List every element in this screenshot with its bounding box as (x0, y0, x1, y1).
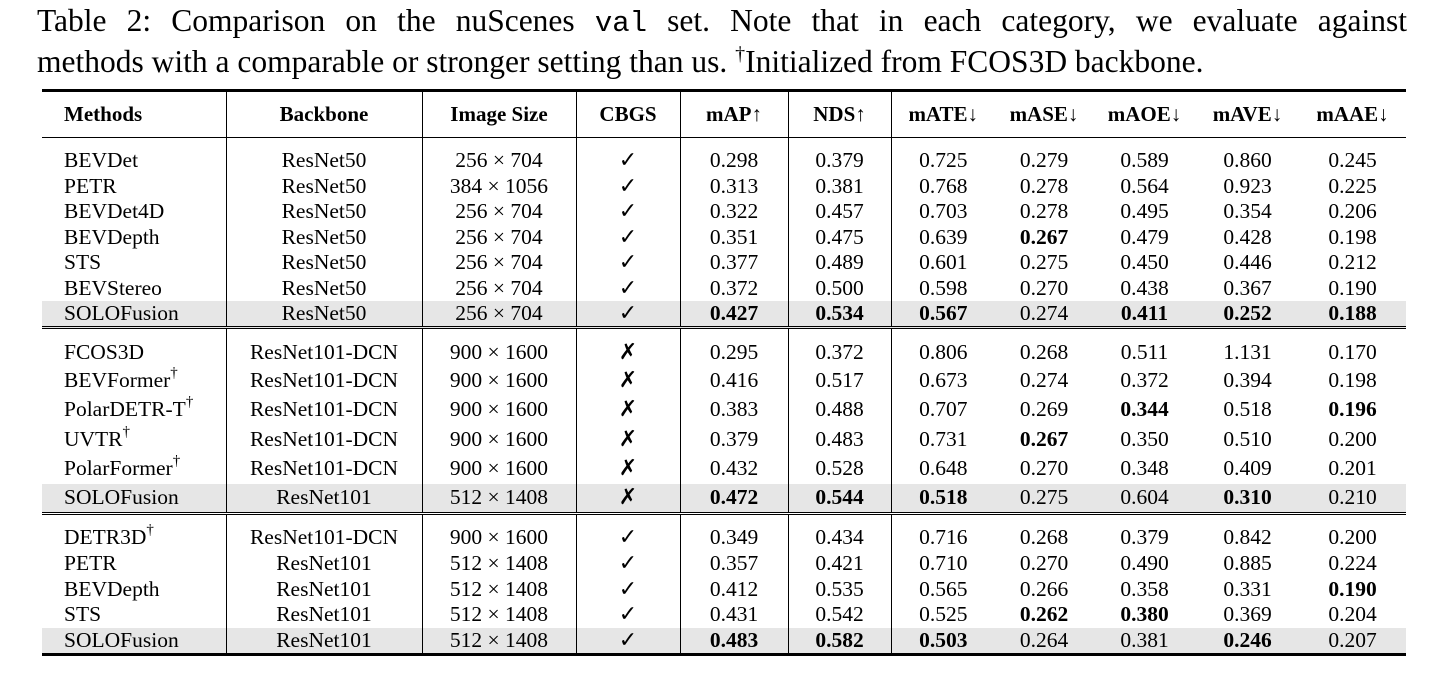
cell-method: SOLOFusion (42, 301, 226, 328)
cell-cbgs: ✓ (576, 628, 680, 655)
cell-maoe: 0.511 (1120, 339, 1169, 364)
cell-maoe: 0.411 (1093, 301, 1196, 328)
cell-mase: 0.266 (1019, 576, 1069, 601)
cell-cbgs: ✓ (576, 602, 680, 628)
caption-line-1 (37, 2, 1407, 43)
caption-text: Table 2: Comparison on the nuScenes (37, 3, 595, 38)
cell-cbgs: ✓ (576, 301, 680, 328)
cell-mase: 0.268 (1019, 525, 1069, 550)
cell-map: 0.372 (680, 276, 788, 302)
cell-maae: 0.196 (1328, 397, 1377, 422)
cell-maoe: 0.490 (1120, 551, 1169, 576)
cell-cbgs: ✓ (576, 577, 680, 603)
cell-cbgs: ✓ (576, 174, 680, 200)
col-header-map: mAP↑ (680, 91, 788, 138)
cell-nds: 0.542 (788, 602, 891, 628)
cell-method: BEVDet (42, 138, 226, 174)
cell-mase: 0.262 (1019, 602, 1069, 627)
group-resnet101-cbgs (42, 513, 1406, 654)
cell-maoe: 0.564 (1120, 173, 1169, 198)
cell-image-size: 256 × 704 (422, 250, 576, 276)
cell-mate: 0.648 (919, 456, 968, 481)
method-name: STS (64, 602, 102, 627)
cell-cbgs: ✗ (576, 395, 680, 425)
cell-method (42, 513, 226, 551)
caption-code-val: val (594, 7, 648, 40)
cell-maae: 0.206 (1328, 199, 1377, 224)
cell-mate: 0.503 (891, 628, 995, 655)
table-row (42, 577, 1406, 603)
table-row-highlighted (42, 628, 1406, 655)
table-row (42, 225, 1406, 251)
cell-backbone: ResNet101 (226, 628, 422, 655)
cell-maae: 0.224 (1328, 551, 1377, 576)
cell-map: 0.313 (680, 174, 788, 200)
cell-maae: 0.245 (1328, 148, 1377, 173)
cell-mave: 0.446 (1223, 250, 1272, 275)
cell-map: 0.379 (680, 425, 788, 455)
cell-mave: 0.246 (1196, 628, 1299, 655)
cell-backbone: ResNet50 (226, 138, 422, 174)
cell-image-size: 512 × 1408 (422, 602, 576, 628)
cell-cbgs: ✗ (576, 425, 680, 455)
cell-maoe: 0.438 (1120, 275, 1169, 300)
cell-cbgs: ✓ (576, 276, 680, 302)
cell-nds: 0.500 (788, 276, 891, 302)
method-name: DETR3D (64, 525, 147, 550)
cell-mase: 0.274 (995, 301, 1093, 328)
cell-map: 0.298 (680, 138, 788, 174)
cell-mase: 0.275 (1019, 250, 1069, 275)
cell-mate: 0.518 (891, 484, 995, 514)
method-name: UVTR (64, 426, 123, 451)
cell-map: 0.483 (680, 628, 788, 655)
table-row (42, 276, 1406, 302)
cell-maoe: 0.348 (1120, 456, 1169, 481)
cell-method: BEVStereo (42, 276, 226, 302)
cell-mave: 0.428 (1223, 224, 1272, 249)
cell-backbone: ResNet50 (226, 301, 422, 328)
cell-mave: 0.518 (1223, 397, 1272, 422)
header-row (42, 91, 1406, 138)
cell-image-size: 900 × 1600 (422, 454, 576, 484)
cell-mate: 0.725 (919, 148, 968, 173)
table-row (42, 328, 1406, 366)
cell-mase: 0.268 (1019, 339, 1069, 364)
cell-map: 0.412 (680, 577, 788, 603)
dagger-mark: † (185, 394, 194, 411)
cell-map: 0.383 (680, 395, 788, 425)
cell-method (42, 602, 226, 628)
cell-map: 0.322 (680, 199, 788, 225)
cell-maae: 0.200 (1328, 525, 1377, 550)
cell-mave: 0.331 (1223, 576, 1272, 601)
dagger-mark: † (122, 423, 131, 440)
cell-mate: 0.673 (919, 367, 968, 392)
cell-mate: 0.716 (919, 525, 968, 550)
cell-image-size: 256 × 704 (422, 276, 576, 302)
cell-mave: 0.923 (1223, 173, 1272, 198)
cell-mase: 0.270 (1019, 456, 1069, 481)
cell-nds: 0.528 (788, 454, 891, 484)
method-name: PETR (64, 551, 117, 576)
cell-method (42, 366, 226, 396)
cell-image-size: 512 × 1408 (422, 551, 576, 577)
cell-mase: 0.270 (1019, 275, 1069, 300)
cell-backbone: ResNet101-DCN (226, 328, 422, 366)
cell-map: 0.349 (680, 513, 788, 551)
col-header-backbone: Backbone (226, 91, 422, 138)
cell-mase: 0.267 (1019, 426, 1069, 451)
cell-maoe: 0.358 (1120, 576, 1169, 601)
cell-mate: 0.565 (919, 576, 968, 601)
cell-maoe: 0.381 (1093, 628, 1196, 655)
cell-mate: 0.639 (919, 224, 968, 249)
table-row (42, 551, 1406, 577)
method-name: BEVDepth (64, 576, 160, 601)
cell-image-size: 512 × 1408 (422, 577, 576, 603)
cell-cbgs: ✓ (576, 199, 680, 225)
cell-backbone: ResNet101 (226, 551, 422, 577)
cell-nds: 0.483 (788, 425, 891, 455)
cell-mave: 0.860 (1223, 148, 1272, 173)
cell-mave: 0.252 (1196, 301, 1299, 328)
table-row-highlighted (42, 301, 1406, 328)
cell-nds: 0.475 (788, 225, 891, 251)
cell-image-size: 900 × 1600 (422, 513, 576, 551)
cell-nds: 0.582 (788, 628, 891, 655)
cell-mate: 0.710 (919, 551, 968, 576)
cell-nds: 0.488 (788, 395, 891, 425)
cell-backbone: ResNet101-DCN (226, 366, 422, 396)
cell-mave: 0.842 (1223, 525, 1272, 550)
cell-cbgs: ✓ (576, 225, 680, 251)
cell-maoe: 0.495 (1120, 199, 1169, 224)
cell-mase: 0.278 (1019, 199, 1069, 224)
cell-map: 0.431 (680, 602, 788, 628)
col-header-mate: mATE↓ (891, 91, 995, 138)
group-resnet50 (42, 138, 1406, 328)
cell-backbone: ResNet101 (226, 577, 422, 603)
cell-mase: 0.264 (995, 628, 1093, 655)
cell-maoe: 0.604 (1093, 484, 1196, 514)
cell-mase: 0.267 (1019, 224, 1069, 249)
table-row (42, 174, 1406, 200)
cell-nds: 0.372 (788, 328, 891, 366)
cell-backbone: ResNet50 (226, 225, 422, 251)
cell-method (42, 328, 226, 366)
col-header-cbgs: CBGS (576, 91, 680, 138)
cell-method: STS (42, 250, 226, 276)
cell-map: 0.416 (680, 366, 788, 396)
method-name: SOLOFusion (64, 485, 179, 509)
cell-maae: 0.198 (1328, 367, 1377, 392)
col-header-image-size: Image Size (422, 91, 576, 138)
cell-mave: 0.394 (1223, 367, 1272, 392)
dagger-mark: † (735, 43, 746, 65)
cell-nds: 0.534 (788, 301, 891, 328)
cell-maoe: 0.479 (1120, 224, 1169, 249)
cell-mase: 0.279 (1019, 148, 1069, 173)
cell-map: 0.432 (680, 454, 788, 484)
cell-cbgs: ✗ (576, 484, 680, 514)
cell-maoe: 0.450 (1120, 250, 1169, 275)
cell-mate: 0.703 (919, 199, 968, 224)
caption-text: methods with a comparable or stronger setting than us. (37, 44, 736, 79)
cell-image-size: 384 × 1056 (422, 174, 576, 200)
cell-maoe: 0.372 (1120, 367, 1169, 392)
table-row (42, 425, 1406, 455)
cell-mave: 0.354 (1223, 199, 1272, 224)
cell-map: 0.357 (680, 551, 788, 577)
col-header-mave: mAVE↓ (1196, 91, 1299, 138)
col-header-nds: NDS↑ (788, 91, 891, 138)
cell-nds: 0.434 (788, 513, 891, 551)
cell-mate: 0.768 (919, 173, 968, 198)
cell-mate: 0.707 (919, 397, 968, 422)
table-caption (37, 2, 1407, 81)
table-row (42, 138, 1406, 174)
cell-maae: 0.190 (1328, 576, 1377, 601)
col-header-maae: mAAE↓ (1299, 91, 1406, 138)
table-row (42, 602, 1406, 628)
cell-maae: 0.204 (1328, 602, 1377, 627)
cell-maae: 0.212 (1328, 250, 1377, 275)
cell-map: 0.427 (680, 301, 788, 328)
cell-image-size: 256 × 704 (422, 301, 576, 328)
table-row (42, 250, 1406, 276)
cell-mase: 0.270 (1019, 551, 1069, 576)
cell-maae: 0.207 (1299, 628, 1406, 655)
cell-mase: 0.278 (1019, 173, 1069, 198)
cell-map: 0.295 (680, 328, 788, 366)
cell-nds: 0.457 (788, 199, 891, 225)
cell-method (42, 484, 226, 514)
cell-maae: 0.201 (1328, 456, 1377, 481)
cell-nds: 0.544 (788, 484, 891, 514)
table-row (42, 199, 1406, 225)
cell-method (42, 425, 226, 455)
table-row-highlighted (42, 484, 1406, 514)
cell-maoe: 0.380 (1120, 602, 1169, 627)
cell-cbgs: ✓ (576, 138, 680, 174)
caption-text: Initialized from FCOS3D backbone. (745, 44, 1204, 79)
cell-cbgs: ✓ (576, 250, 680, 276)
cell-cbgs: ✓ (576, 551, 680, 577)
cell-backbone: ResNet50 (226, 199, 422, 225)
cell-nds: 0.379 (788, 138, 891, 174)
cell-method (42, 395, 226, 425)
cell-backbone: ResNet101 (226, 602, 422, 628)
cell-image-size: 256 × 704 (422, 199, 576, 225)
cell-map: 0.351 (680, 225, 788, 251)
cell-image-size: 256 × 704 (422, 138, 576, 174)
cell-maae: 0.200 (1328, 426, 1377, 451)
cell-image-size: 900 × 1600 (422, 366, 576, 396)
cell-mate: 0.567 (891, 301, 995, 328)
col-header-maoe: mAOE↓ (1093, 91, 1196, 138)
cell-mave: 0.367 (1223, 275, 1272, 300)
cell-maae: 0.190 (1328, 275, 1377, 300)
cell-mave: 0.369 (1223, 602, 1272, 627)
cell-maoe: 0.344 (1120, 397, 1169, 422)
method-name: FCOS3D (64, 339, 145, 364)
cell-image-size: 900 × 1600 (422, 425, 576, 455)
cell-maae: 0.170 (1328, 339, 1377, 364)
col-header-methods: Methods (42, 91, 226, 138)
cell-image-size: 512 × 1408 (422, 484, 576, 514)
cell-method: PETR (42, 174, 226, 200)
cell-cbgs: ✗ (576, 454, 680, 484)
cell-mate: 0.601 (919, 250, 968, 275)
cell-image-size: 900 × 1600 (422, 328, 576, 366)
cell-mate: 0.525 (919, 602, 968, 627)
col-header-mase: mASE↓ (995, 91, 1093, 138)
cell-backbone: ResNet101 (226, 484, 422, 514)
cell-maae: 0.188 (1299, 301, 1406, 328)
method-name: SOLOFusion (64, 627, 179, 652)
comparison-table (42, 89, 1406, 656)
cell-cbgs: ✓ (576, 513, 680, 551)
caption-text: set. Note that in each category, we evaluate against (647, 3, 1407, 38)
cell-mate: 0.731 (919, 426, 968, 451)
cell-method (42, 628, 226, 655)
caption-line-2 (37, 43, 1407, 81)
cell-backbone: ResNet101-DCN (226, 513, 422, 551)
cell-method: BEVDepth (42, 225, 226, 251)
cell-nds: 0.421 (788, 551, 891, 577)
cell-map: 0.472 (680, 484, 788, 514)
cell-maoe: 0.350 (1120, 426, 1169, 451)
cell-image-size: 900 × 1600 (422, 395, 576, 425)
cell-image-size: 512 × 1408 (422, 628, 576, 655)
cell-backbone: ResNet50 (226, 250, 422, 276)
dagger-mark: † (146, 522, 154, 539)
cell-mase: 0.275 (995, 484, 1093, 514)
cell-method (42, 577, 226, 603)
cell-mave: 0.885 (1223, 551, 1272, 576)
cell-backbone: ResNet50 (226, 174, 422, 200)
cell-backbone: ResNet101-DCN (226, 454, 422, 484)
cell-image-size: 256 × 704 (422, 225, 576, 251)
cell-maae: 0.225 (1328, 173, 1377, 198)
dagger-mark: † (172, 453, 181, 470)
cell-nds: 0.517 (788, 366, 891, 396)
group-resnet101-dcn (42, 328, 1406, 514)
cell-mase: 0.274 (1019, 367, 1069, 392)
table-row (42, 513, 1406, 551)
cell-mave: 0.409 (1223, 456, 1272, 481)
cell-mate: 0.806 (919, 339, 968, 364)
method-name: PolarDETR-T (64, 397, 186, 422)
table-row (42, 395, 1406, 425)
table-row (42, 454, 1406, 484)
cell-maoe: 0.379 (1120, 525, 1169, 550)
cell-method (42, 454, 226, 484)
cell-maoe: 0.589 (1120, 148, 1169, 173)
cell-backbone: ResNet101-DCN (226, 395, 422, 425)
method-name: BEVFormer (64, 367, 171, 392)
cell-mave: 0.510 (1223, 426, 1272, 451)
cell-nds: 0.489 (788, 250, 891, 276)
table-row (42, 366, 1406, 396)
cell-method: BEVDet4D (42, 199, 226, 225)
cell-mave: 0.310 (1196, 484, 1299, 514)
cell-cbgs: ✗ (576, 366, 680, 396)
cell-nds: 0.535 (788, 577, 891, 603)
cell-method (42, 551, 226, 577)
cell-mase: 0.269 (1019, 397, 1069, 422)
cell-backbone: ResNet50 (226, 276, 422, 302)
cell-nds: 0.381 (788, 174, 891, 200)
cell-mave: 1.131 (1223, 339, 1272, 364)
cell-cbgs: ✗ (576, 328, 680, 366)
cell-mate: 0.598 (919, 275, 968, 300)
cell-map: 0.377 (680, 250, 788, 276)
method-name: PolarFormer (64, 456, 173, 481)
dagger-mark: † (170, 364, 178, 381)
cell-backbone: ResNet101-DCN (226, 425, 422, 455)
cell-maae: 0.210 (1299, 484, 1406, 514)
cell-maae: 0.198 (1328, 224, 1377, 249)
